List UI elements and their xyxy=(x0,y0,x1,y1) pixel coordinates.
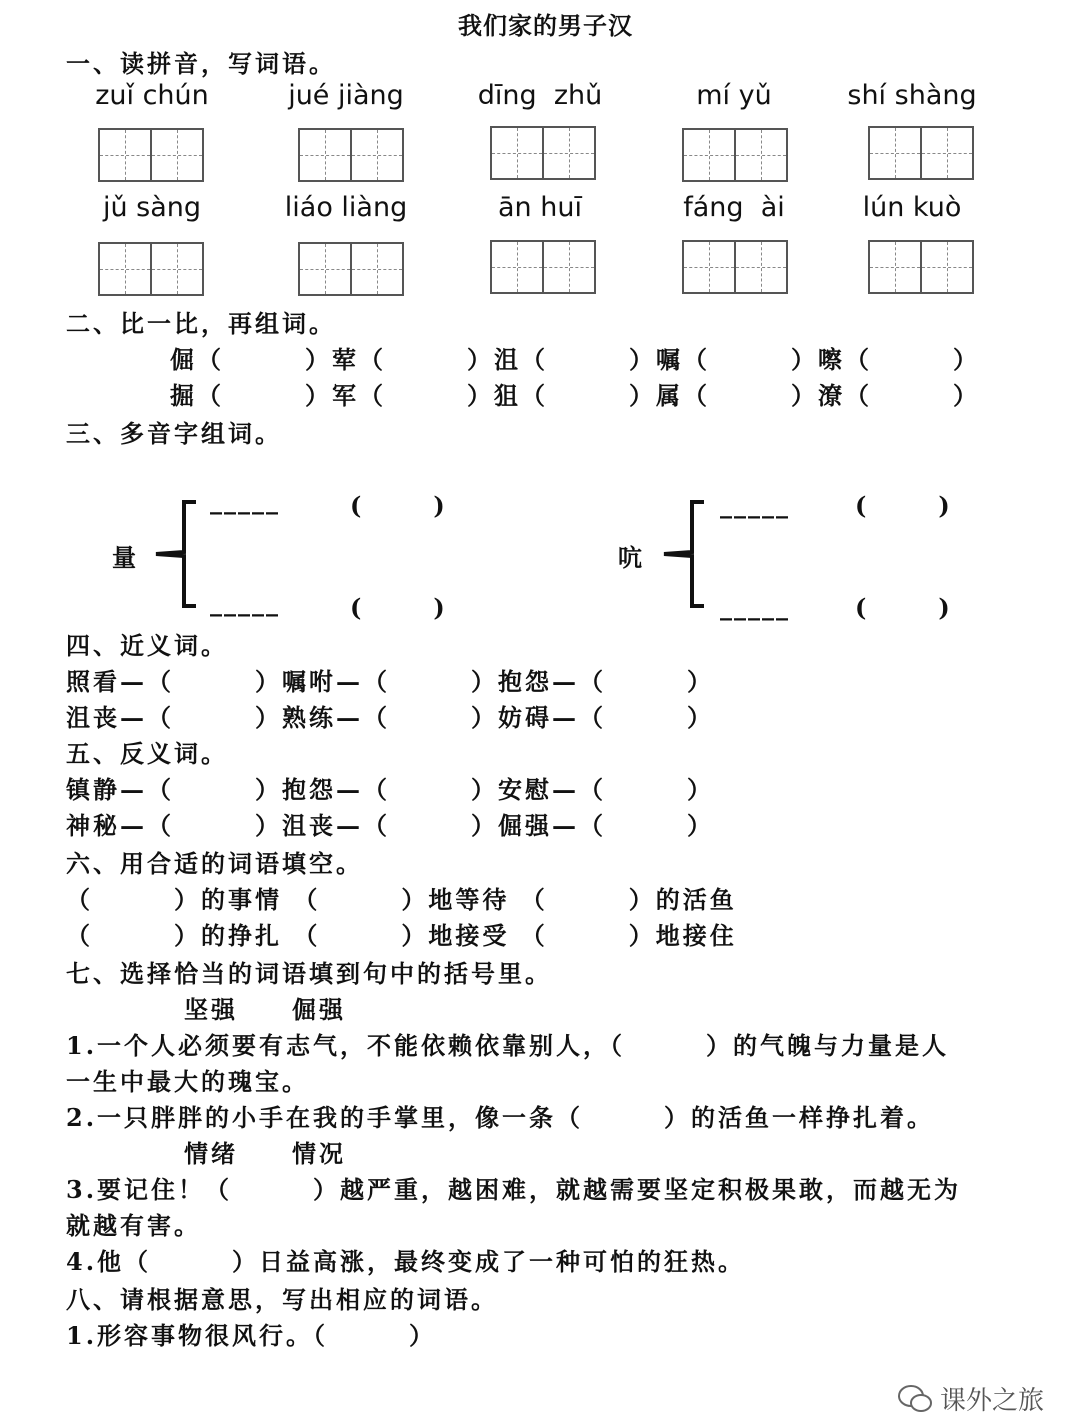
polyphone-char: 吭 xyxy=(618,543,645,572)
pinyin-paren[interactable]: ( ) xyxy=(350,593,445,622)
compare-line: 掘（ ）军（ ）狙（ ）属（ ）潦（ ） xyxy=(170,381,980,410)
question-text: 一生中最大的瑰宝。 xyxy=(66,1067,309,1096)
writing-grid[interactable] xyxy=(682,240,788,294)
antonym-line: 镇静—（ ）抱怨—（ ）安慰—（ ） xyxy=(66,775,714,804)
question-text: 3.要记住！（ ）越严重，越困难，就越需要坚定积极果敢，而越无为 xyxy=(66,1175,962,1204)
wechat-icon xyxy=(896,1382,936,1416)
section-8-heading: 八、请根据意思，写出相应的词语。 xyxy=(66,1285,498,1314)
blank-line[interactable]: _____ xyxy=(720,592,790,621)
pinyin-label: dīng zhǔ xyxy=(477,80,603,111)
section-4-heading: 四、近义词。 xyxy=(66,631,228,660)
section-3-heading: 三、多音字组词。 xyxy=(66,419,282,448)
writing-grid[interactable] xyxy=(298,128,404,182)
question-text: 4.他（ ）日益高涨，最终变成了一种可怕的狂热。 xyxy=(66,1247,746,1276)
synonym-line: 沮丧—（ ）熟练—（ ）妨碍—（ ） xyxy=(66,703,714,732)
antonym-line: 神秘—（ ）沮丧—（ ）倔强—（ ） xyxy=(66,811,714,840)
writing-grid[interactable] xyxy=(298,242,404,296)
writing-grid[interactable] xyxy=(490,126,596,180)
section-1-heading: 一、读拼音，写词语。 xyxy=(66,49,336,78)
pinyin-paren[interactable]: ( ) xyxy=(350,491,445,520)
section-7-heading: 七、选择恰当的词语填到句中的括号里。 xyxy=(66,959,552,988)
pinyin-label: fáng ài xyxy=(683,192,785,223)
synonym-line: 照看—（ ）嘱咐—（ ）抱怨—（ ） xyxy=(66,667,714,696)
writing-grid[interactable] xyxy=(490,240,596,294)
blank-line[interactable]: _____ xyxy=(720,490,790,519)
question-text: 1.形容事物很风行。（ ） xyxy=(66,1321,437,1350)
question-text: 1.一个人必须要有志气，不能依赖依靠别人，（ ）的气魄与力量是人 xyxy=(66,1031,950,1060)
question-text: 就越有害。 xyxy=(66,1211,201,1240)
pinyin-label: jué jiàng xyxy=(288,80,404,111)
section-6-heading: 六、用合适的词语填空。 xyxy=(66,849,363,878)
polyphone-char: 量 xyxy=(112,543,139,572)
compare-line: 倔（ ）荤（ ）沮（ ）嘱（ ）嚓（ ） xyxy=(170,345,980,374)
section-5-heading: 五、反义词。 xyxy=(66,739,228,768)
pinyin-label: zuǐ chún xyxy=(95,80,209,111)
pinyin-paren[interactable]: ( ) xyxy=(855,593,950,622)
word-choices: 坚强 倔强 xyxy=(184,995,346,1024)
writing-grid[interactable] xyxy=(868,240,974,294)
question-text: 2.一只胖胖的小手在我的手掌里，像一条（ ）的活鱼一样挣扎着。 xyxy=(66,1103,935,1132)
blank-line[interactable]: _____ xyxy=(210,486,280,515)
fill-line: （ ）的事情 （ ）地等待 （ ）的活鱼 xyxy=(66,885,737,914)
writing-grid[interactable] xyxy=(98,128,204,182)
section-2-heading: 二、比一比，再组词。 xyxy=(66,309,336,338)
word-choices: 情绪 情况 xyxy=(184,1139,346,1168)
brace-icon xyxy=(152,498,202,614)
pinyin-label: shí shàng xyxy=(847,80,977,111)
blank-line[interactable]: _____ xyxy=(210,588,280,617)
watermark-text: 课外之旅 xyxy=(940,1386,1045,1416)
fill-line: （ ）的挣扎 （ ）地接受 （ ）地接住 xyxy=(66,921,737,950)
pinyin-label: mí yǔ xyxy=(696,80,772,111)
pinyin-paren[interactable]: ( ) xyxy=(855,491,950,520)
page-title: 我们家的男子汉 xyxy=(458,11,633,40)
pinyin-label: ān huī xyxy=(498,192,582,223)
writing-grid[interactable] xyxy=(98,242,204,296)
pinyin-label: lún kuò xyxy=(862,192,962,223)
pinyin-label: liáo liàng xyxy=(284,192,408,223)
brace-icon xyxy=(660,498,710,614)
writing-grid[interactable] xyxy=(868,126,974,180)
writing-grid[interactable] xyxy=(682,128,788,182)
pinyin-label: jǔ sàng xyxy=(102,192,202,223)
